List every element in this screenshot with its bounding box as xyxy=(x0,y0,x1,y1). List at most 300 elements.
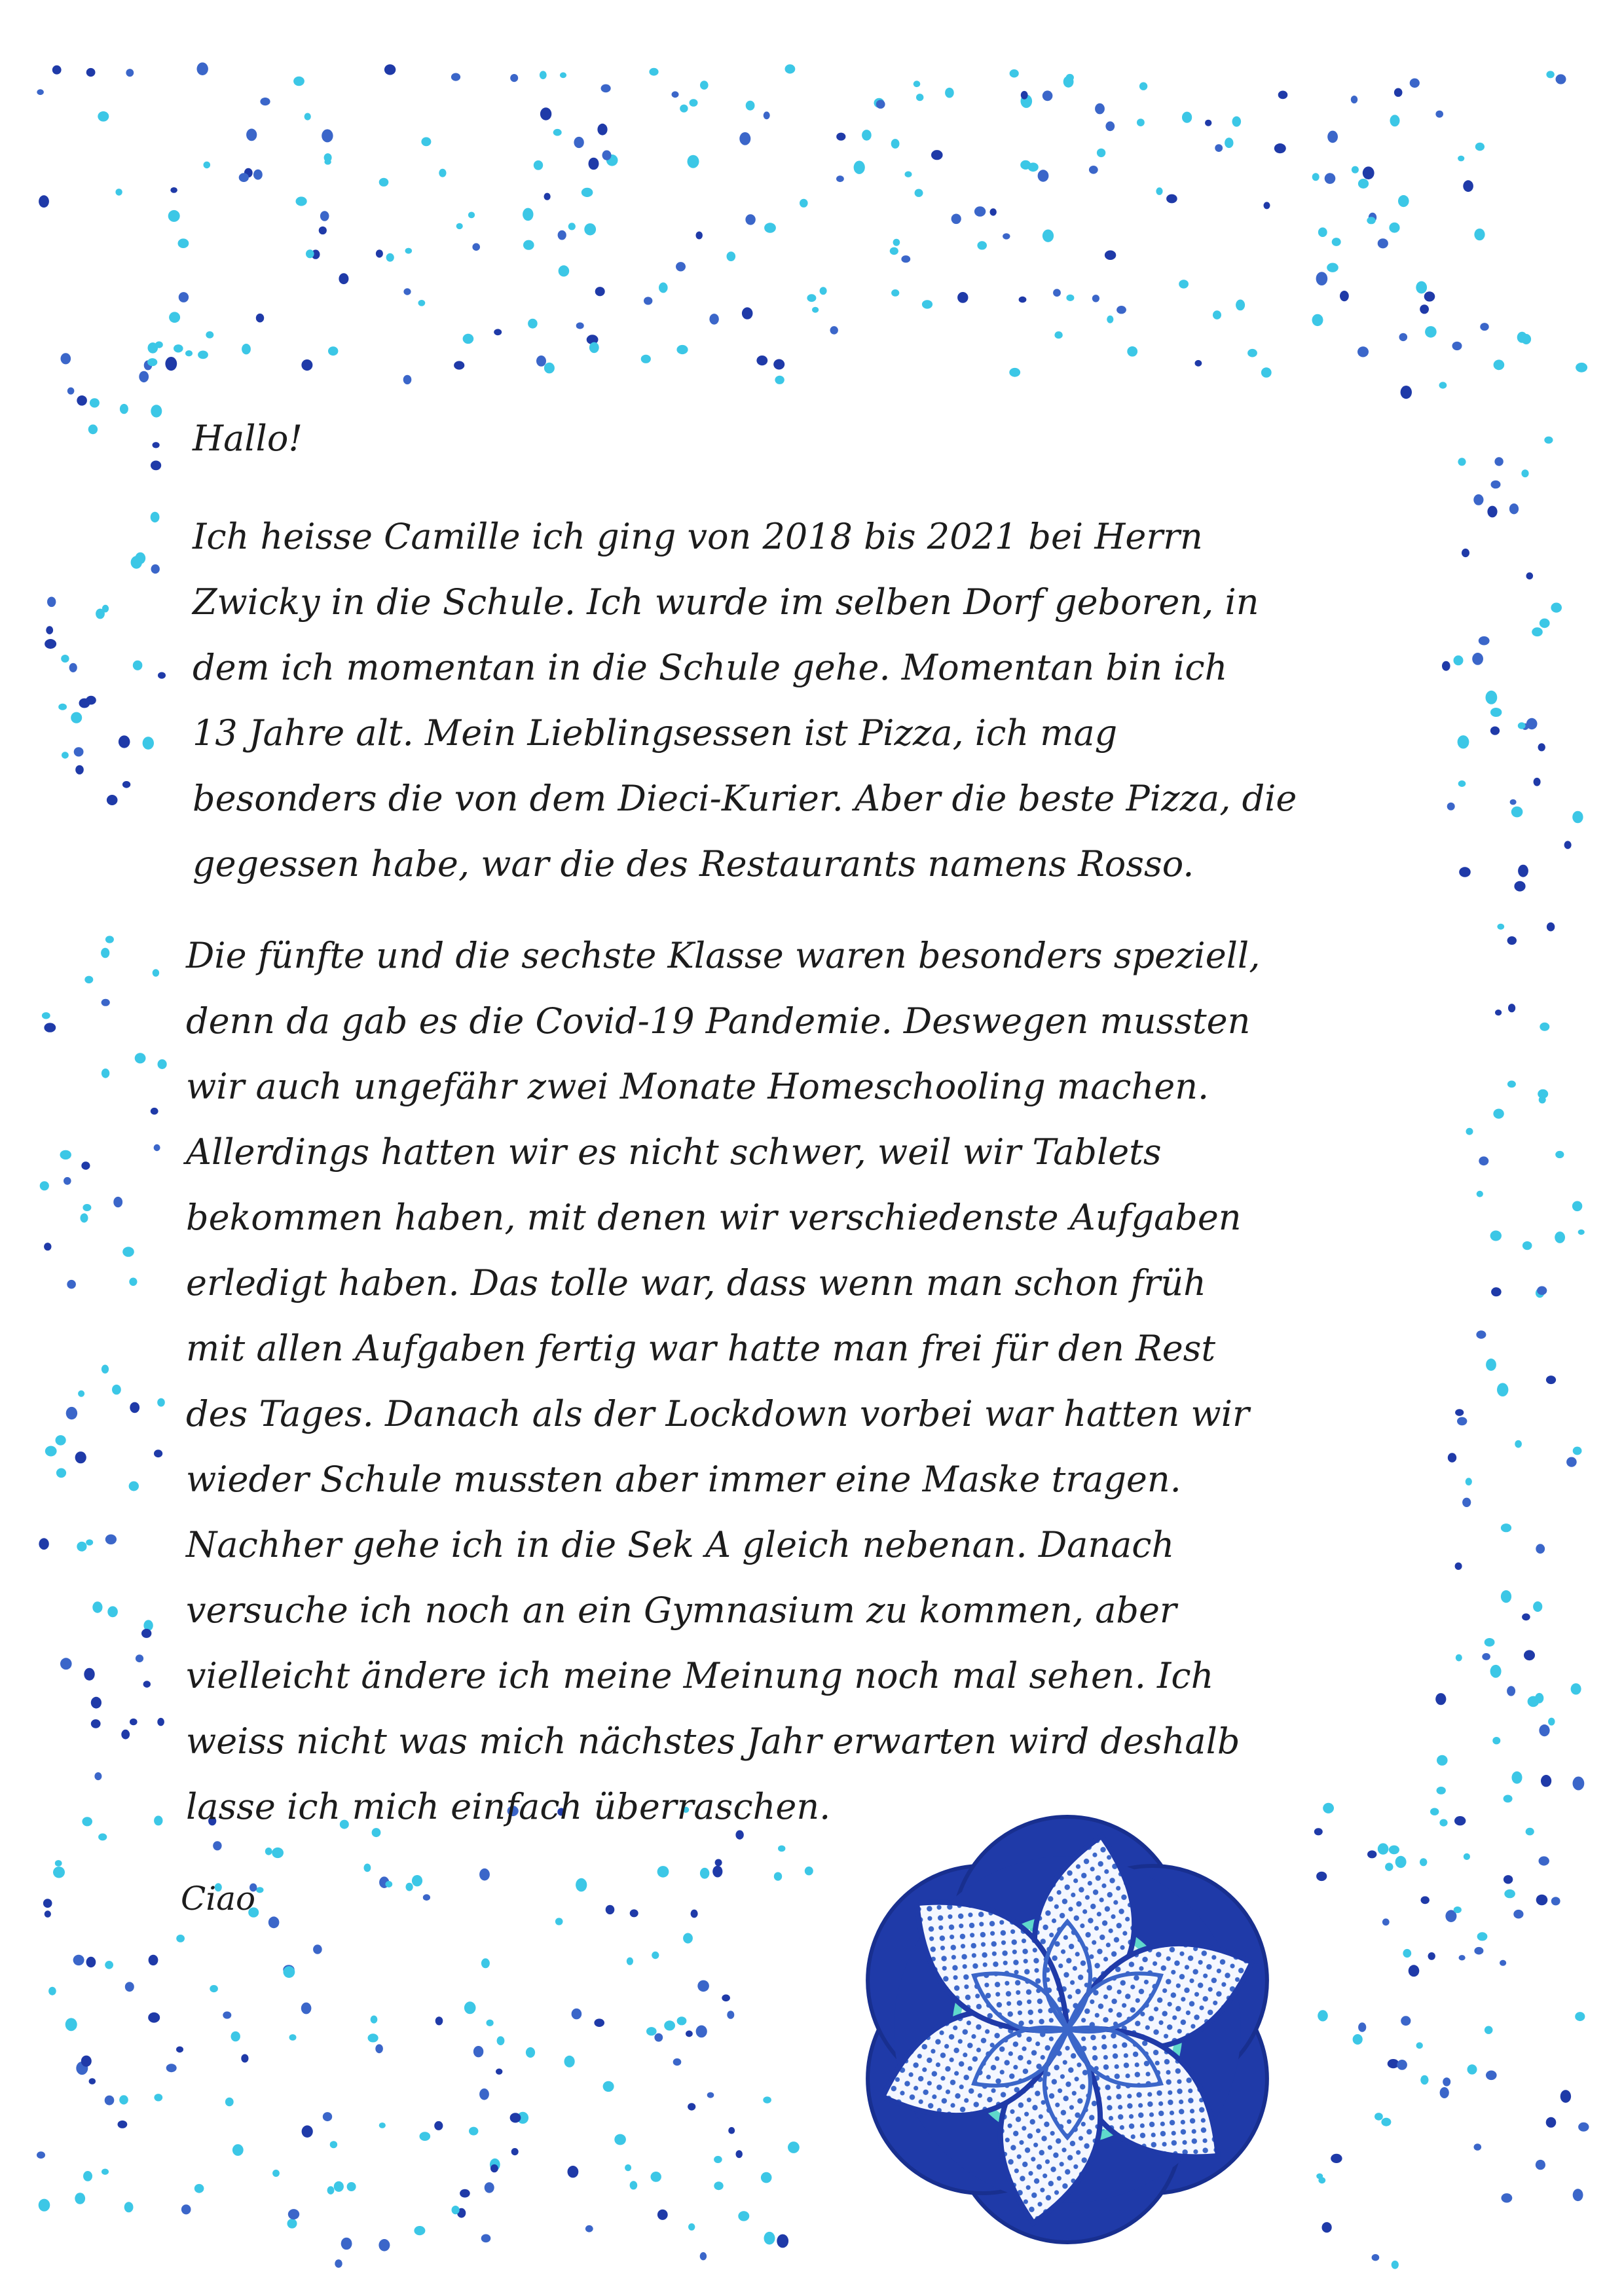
decor-dot xyxy=(452,2206,460,2214)
decor-dot xyxy=(820,287,827,295)
decor-dot xyxy=(105,936,114,943)
decor-dot xyxy=(1474,1947,1483,1955)
decor-dot xyxy=(241,2054,248,2063)
decor-dot xyxy=(301,2003,312,2014)
decor-dot xyxy=(256,314,264,323)
text-line: 13 Jahre alt. Mein Lieblingsessen ist Pizza, ich mag xyxy=(193,712,1118,754)
decor-dot xyxy=(481,1958,490,1968)
decor-dot xyxy=(1539,1724,1549,1736)
decor-dot xyxy=(700,81,709,90)
decor-dot xyxy=(1492,1737,1500,1744)
decor-dot xyxy=(81,1161,90,1169)
decor-dot xyxy=(1351,96,1357,103)
decor-dot xyxy=(293,77,304,86)
decor-dot xyxy=(1546,71,1554,78)
decor-dot xyxy=(1536,1895,1548,1906)
decor-dot xyxy=(738,2211,749,2221)
decor-dot xyxy=(55,1860,62,1867)
decor-dot xyxy=(98,111,109,122)
decor-dot xyxy=(603,2081,614,2092)
decor-dot xyxy=(1409,1965,1420,1977)
decor-dot xyxy=(625,2164,631,2171)
decor-dot xyxy=(497,2036,505,2045)
decor-dot xyxy=(1540,619,1550,629)
decor-dot xyxy=(589,158,599,170)
decor-dot xyxy=(39,2199,50,2212)
decor-dot xyxy=(153,442,160,448)
text-line: gegessen habe, war die des Restaurants namens Rosso. xyxy=(193,843,1194,884)
decor-dot xyxy=(990,208,997,215)
flower-of-life-mandala-icon xyxy=(832,1794,1303,2265)
decor-dot xyxy=(683,1933,693,1944)
decor-dot xyxy=(1502,2193,1513,2202)
decor-dot xyxy=(1466,1478,1472,1485)
decor-dot xyxy=(288,2209,299,2219)
decor-dot xyxy=(1514,881,1525,892)
decor-dot xyxy=(526,2047,535,2058)
text-line: Nachher gehe ich in die Sek A gleich nebenan. Danach xyxy=(186,1524,1175,1565)
decor-dot xyxy=(339,273,348,284)
decor-dot xyxy=(688,2223,695,2231)
decor-dot xyxy=(328,346,338,355)
decor-dot xyxy=(67,1280,76,1289)
decor-dot xyxy=(115,189,122,196)
decor-dot xyxy=(700,2252,707,2260)
decor-dot xyxy=(1500,1960,1506,1966)
decor-dot xyxy=(151,1108,158,1115)
decor-dot xyxy=(1555,1231,1565,1243)
decor-dot xyxy=(1325,173,1336,184)
decor-dot xyxy=(43,1899,52,1908)
decor-dot xyxy=(764,2232,775,2245)
decor-dot xyxy=(1416,282,1427,294)
decor-dot xyxy=(1107,316,1113,323)
decor-dot xyxy=(1097,149,1105,157)
decor-dot xyxy=(922,300,932,308)
decor-dot xyxy=(143,1681,151,1687)
decor-dot xyxy=(67,388,75,395)
decor-dot xyxy=(84,976,93,983)
decor-dot xyxy=(464,2001,476,2014)
decor-dot xyxy=(1518,865,1528,877)
decor-dot xyxy=(56,1468,66,1478)
decor-dot xyxy=(94,1772,101,1780)
decor-dot xyxy=(1213,310,1221,319)
decor-dot xyxy=(1182,112,1192,123)
decor-dot xyxy=(1392,2261,1399,2269)
decor-dot xyxy=(1551,1897,1560,1905)
decor-dot xyxy=(79,699,90,708)
decor-dot xyxy=(688,155,699,168)
decor-dot xyxy=(553,129,562,136)
decor-dot xyxy=(1389,223,1399,233)
decor-dot xyxy=(1560,2090,1571,2103)
decor-dot xyxy=(149,1955,158,1965)
greeting: Hallo! xyxy=(193,418,303,459)
decor-dot xyxy=(376,249,383,257)
decor-dot xyxy=(1524,1650,1535,1660)
decor-dot xyxy=(81,2056,92,2067)
decor-dot xyxy=(1509,503,1519,514)
decor-dot xyxy=(1490,727,1500,735)
decor-dot xyxy=(341,2238,352,2250)
decor-dot xyxy=(915,189,923,197)
decor-dot xyxy=(487,2020,494,2026)
decor-dot xyxy=(785,64,796,73)
decor-dot xyxy=(1420,2075,1428,2085)
decor-dot xyxy=(473,2046,483,2057)
decor-dot xyxy=(680,105,688,113)
decor-dot xyxy=(572,2009,582,2020)
decor-dot xyxy=(42,1012,50,1019)
decor-dot xyxy=(1517,332,1527,343)
decor-dot xyxy=(576,322,584,329)
decor-dot xyxy=(126,69,134,77)
decor-dot xyxy=(1215,144,1223,152)
text-line: weiss nicht was mich nächstes Jahr erwarten wird deshalb xyxy=(186,1721,1240,1762)
decor-dot xyxy=(379,2123,386,2128)
decor-dot xyxy=(676,345,688,354)
decor-dot xyxy=(1019,297,1027,303)
decor-dot xyxy=(66,1407,77,1419)
decor-dot xyxy=(1490,1231,1502,1241)
decor-dot xyxy=(510,2113,521,2123)
decor-dot xyxy=(974,206,986,217)
decor-dot xyxy=(1410,79,1420,88)
decor-dot xyxy=(1539,1096,1546,1103)
decor-dot xyxy=(75,2193,85,2204)
decor-dot xyxy=(185,350,193,356)
decor-dot xyxy=(463,334,474,344)
decor-dot xyxy=(1352,166,1359,173)
decor-dot xyxy=(403,375,412,384)
decor-dot xyxy=(540,107,551,120)
decor-dot xyxy=(197,62,208,75)
decor-dot xyxy=(644,297,652,304)
decor-dot xyxy=(1474,228,1485,240)
decor-dot xyxy=(1518,722,1526,729)
decor-dot xyxy=(830,326,838,335)
decor-dot xyxy=(56,1435,66,1446)
decor-dot xyxy=(690,99,698,107)
decor-dot xyxy=(1526,1828,1534,1836)
decor-dot xyxy=(120,404,128,414)
decor-dot xyxy=(1501,1590,1511,1603)
decor-dot xyxy=(585,2225,593,2232)
decor-dot xyxy=(155,341,163,348)
decor-dot xyxy=(89,2078,96,2085)
decor-dot xyxy=(384,64,396,75)
decor-dot xyxy=(323,2112,332,2121)
decor-dot xyxy=(1532,627,1543,636)
decor-dot xyxy=(74,747,84,756)
decor-dot xyxy=(158,672,166,679)
decor-dot xyxy=(1482,1653,1490,1660)
decor-dot xyxy=(60,1150,71,1159)
decor-dot xyxy=(61,353,71,364)
decor-dot xyxy=(1485,2026,1493,2034)
decor-dot xyxy=(1504,1875,1513,1884)
decor-dot xyxy=(1440,2087,1449,2098)
decor-dot xyxy=(1534,778,1541,786)
decor-dot xyxy=(135,553,145,564)
decor-dot xyxy=(707,2092,714,2098)
decor-dot xyxy=(64,1177,71,1185)
decor-dot xyxy=(1464,1853,1470,1860)
decor-dot xyxy=(1327,131,1338,143)
decor-dot xyxy=(589,342,599,354)
decor-dot xyxy=(39,1538,48,1550)
decor-dot xyxy=(1205,120,1211,126)
decor-dot xyxy=(536,355,546,367)
decor-dot xyxy=(301,359,312,371)
decor-dot xyxy=(239,173,249,182)
decor-dot xyxy=(1466,1128,1473,1135)
decor-dot xyxy=(1043,90,1053,101)
decor-dot xyxy=(1512,1772,1522,1784)
decor-dot xyxy=(641,355,651,363)
decor-dot xyxy=(528,319,538,329)
decor-dot xyxy=(1137,118,1145,126)
decor-dot xyxy=(544,363,555,374)
decor-dot xyxy=(46,626,53,634)
decor-dot xyxy=(306,249,314,258)
decor-dot xyxy=(649,68,658,76)
decor-dot xyxy=(1526,718,1538,729)
decor-dot xyxy=(421,137,431,147)
decor-dot xyxy=(1459,1955,1466,1960)
decor-dot xyxy=(320,211,329,221)
decor-dot xyxy=(88,424,98,434)
decor-dot xyxy=(61,655,69,663)
decor-dot xyxy=(272,2170,280,2177)
decor-dot xyxy=(1573,2189,1583,2201)
decor-dot xyxy=(1331,2154,1342,2163)
decor-dot xyxy=(1522,1613,1530,1620)
decor-dot xyxy=(91,1719,101,1728)
decor-dot xyxy=(677,2016,687,2025)
decor-dot xyxy=(62,752,69,758)
decor-dot xyxy=(510,74,518,82)
decor-dot xyxy=(686,2030,693,2037)
decor-dot xyxy=(414,2226,425,2235)
decor-dot xyxy=(194,2184,204,2193)
decor-dot xyxy=(1139,82,1147,90)
decor-dot xyxy=(225,2098,234,2107)
decor-dot xyxy=(468,212,475,219)
decor-dot xyxy=(1089,166,1098,174)
decor-dot xyxy=(485,2182,494,2193)
decor-dot xyxy=(1009,368,1020,377)
decor-dot xyxy=(1353,2034,1363,2045)
decor-dot xyxy=(151,512,160,522)
decor-dot xyxy=(1476,1330,1486,1339)
decor-dot xyxy=(714,2156,722,2163)
decor-dot xyxy=(1508,1004,1515,1012)
decor-dot xyxy=(83,1204,91,1211)
decor-dot xyxy=(1578,2123,1589,2132)
decor-dot xyxy=(113,1197,122,1207)
decor-dot xyxy=(1477,1932,1488,1941)
decor-dot xyxy=(77,1542,86,1552)
decor-dot xyxy=(1566,1457,1577,1467)
decor-dot xyxy=(158,1059,167,1069)
decor-dot xyxy=(1390,115,1400,126)
decor-dot xyxy=(1225,137,1233,148)
decor-dot xyxy=(1491,481,1501,489)
decor-dot xyxy=(1494,359,1505,370)
decor-dot xyxy=(1513,1910,1523,1919)
decor-dot xyxy=(181,2204,191,2214)
decor-dot xyxy=(83,2171,92,2181)
decor-dot xyxy=(45,1910,51,1918)
decor-dot xyxy=(761,2172,772,2183)
decor-dot xyxy=(44,1023,56,1032)
decor-dot xyxy=(1551,603,1562,613)
text-line: wir auch ungefähr zwei Monate Homeschooling machen. xyxy=(186,1066,1209,1107)
decor-dot xyxy=(130,1402,139,1413)
decor-dot xyxy=(1535,1693,1543,1704)
decor-dot xyxy=(1261,367,1272,378)
decor-dot xyxy=(1463,180,1473,192)
decor-dot xyxy=(1367,217,1375,224)
decor-dot xyxy=(460,2189,470,2198)
decor-dot xyxy=(1501,1523,1511,1532)
decor-dot xyxy=(594,2018,604,2027)
decor-dot xyxy=(481,2234,491,2243)
decor-dot xyxy=(1010,69,1019,78)
decor-dot xyxy=(1435,111,1443,118)
decor-dot xyxy=(39,195,49,208)
decor-dot xyxy=(107,795,118,805)
decor-dot xyxy=(1536,2160,1545,2170)
decor-dot xyxy=(727,251,736,261)
decor-dot xyxy=(334,2181,344,2192)
decor-dot xyxy=(627,1958,633,1965)
decor-dot xyxy=(1332,238,1341,246)
decor-dot xyxy=(139,371,149,382)
decor-dot xyxy=(101,2169,109,2175)
decor-dot xyxy=(1021,91,1028,100)
decor-dot xyxy=(1493,1109,1504,1119)
decor-dot xyxy=(260,98,270,105)
decor-dot xyxy=(1443,2077,1450,2086)
decor-dot xyxy=(534,160,543,170)
decor-dot xyxy=(1312,314,1323,326)
decor-dot xyxy=(775,376,784,384)
decor-dot xyxy=(560,72,566,78)
decor-dot xyxy=(1459,867,1471,877)
decor-dot xyxy=(1322,2222,1332,2232)
decor-dot xyxy=(1038,170,1049,181)
decor-dot xyxy=(800,199,808,208)
decor-dot xyxy=(544,193,551,200)
decor-dot xyxy=(125,1982,134,1992)
decor-dot xyxy=(204,162,211,169)
decor-dot xyxy=(568,223,576,230)
decor-dot xyxy=(148,2013,160,2023)
decor-dot xyxy=(169,312,180,323)
decor-dot xyxy=(405,248,413,254)
decor-dot xyxy=(862,130,872,141)
decor-dot xyxy=(136,1654,143,1662)
decor-dot xyxy=(1494,457,1503,465)
decor-dot xyxy=(1095,103,1105,115)
decor-dot xyxy=(330,2141,337,2148)
decor-dot xyxy=(75,765,84,774)
decor-dot xyxy=(1381,2118,1391,2126)
decor-dot xyxy=(112,1385,121,1394)
decor-dot xyxy=(1195,360,1202,367)
decor-dot xyxy=(289,2034,297,2041)
decor-dot xyxy=(602,151,612,160)
decor-dot xyxy=(82,1817,92,1826)
decor-dot xyxy=(676,262,686,271)
decor-dot xyxy=(122,1247,134,1256)
decor-dot xyxy=(1497,924,1504,930)
decor-dot xyxy=(1572,1201,1582,1212)
decor-dot xyxy=(78,1391,84,1397)
decor-dot xyxy=(1575,2012,1585,2021)
decor-dot xyxy=(86,1957,96,1967)
decor-dot xyxy=(1357,346,1369,357)
decor-dot xyxy=(696,2026,707,2038)
decor-dot xyxy=(977,241,987,249)
decor-dot xyxy=(854,161,865,174)
decor-dot xyxy=(65,2018,77,2031)
decor-dot xyxy=(581,188,593,197)
decor-dot xyxy=(1318,2010,1328,2021)
decor-dot xyxy=(151,564,160,574)
decor-dot xyxy=(1462,1498,1471,1507)
decor-dot xyxy=(1116,306,1126,314)
decor-dot xyxy=(119,735,130,748)
text-line: besonders die von dem Dieci-Kurier. Aber die beste Pizza, die xyxy=(193,778,1297,819)
decor-dot xyxy=(597,124,607,136)
decor-dot xyxy=(664,2020,675,2030)
decor-dot xyxy=(564,2056,575,2068)
decor-dot xyxy=(90,398,100,407)
decor-dot xyxy=(118,2121,128,2128)
decor-dot xyxy=(253,170,263,180)
decor-dot xyxy=(957,292,968,303)
decor-dot xyxy=(1063,76,1074,88)
decor-dot xyxy=(176,2047,183,2053)
decor-dot xyxy=(379,178,389,187)
decor-dot xyxy=(37,89,44,95)
decor-dot xyxy=(178,238,189,248)
decor-dot xyxy=(92,1601,102,1613)
decor-dot xyxy=(1578,1230,1585,1235)
decor-dot xyxy=(101,1068,109,1078)
decor-dot xyxy=(119,2095,128,2104)
decor-dot xyxy=(232,2144,244,2156)
decor-dot xyxy=(1507,936,1517,945)
decor-dot xyxy=(1573,1777,1585,1791)
decor-dot xyxy=(807,294,816,302)
decor-dot xyxy=(101,948,109,958)
decor-dot xyxy=(1487,506,1497,518)
decor-dot xyxy=(165,357,177,371)
decor-dot xyxy=(1358,179,1369,189)
text-line: bekommen haben, mit denen wir verschiedenste Aufgaben xyxy=(186,1197,1242,1238)
text-line: denn da gab es die Covid-19 Pandemie. Deswegen mussten xyxy=(186,1000,1251,1042)
decor-dot xyxy=(378,2239,390,2251)
text-line: Die fünfte und die sechste Klasse waren besonders speziell, xyxy=(186,935,1261,976)
text-line: mit allen Aufgaben fertig war hatte man frei für den Rest xyxy=(186,1328,1216,1369)
decor-dot xyxy=(1401,386,1412,399)
decor-dot xyxy=(418,300,426,306)
